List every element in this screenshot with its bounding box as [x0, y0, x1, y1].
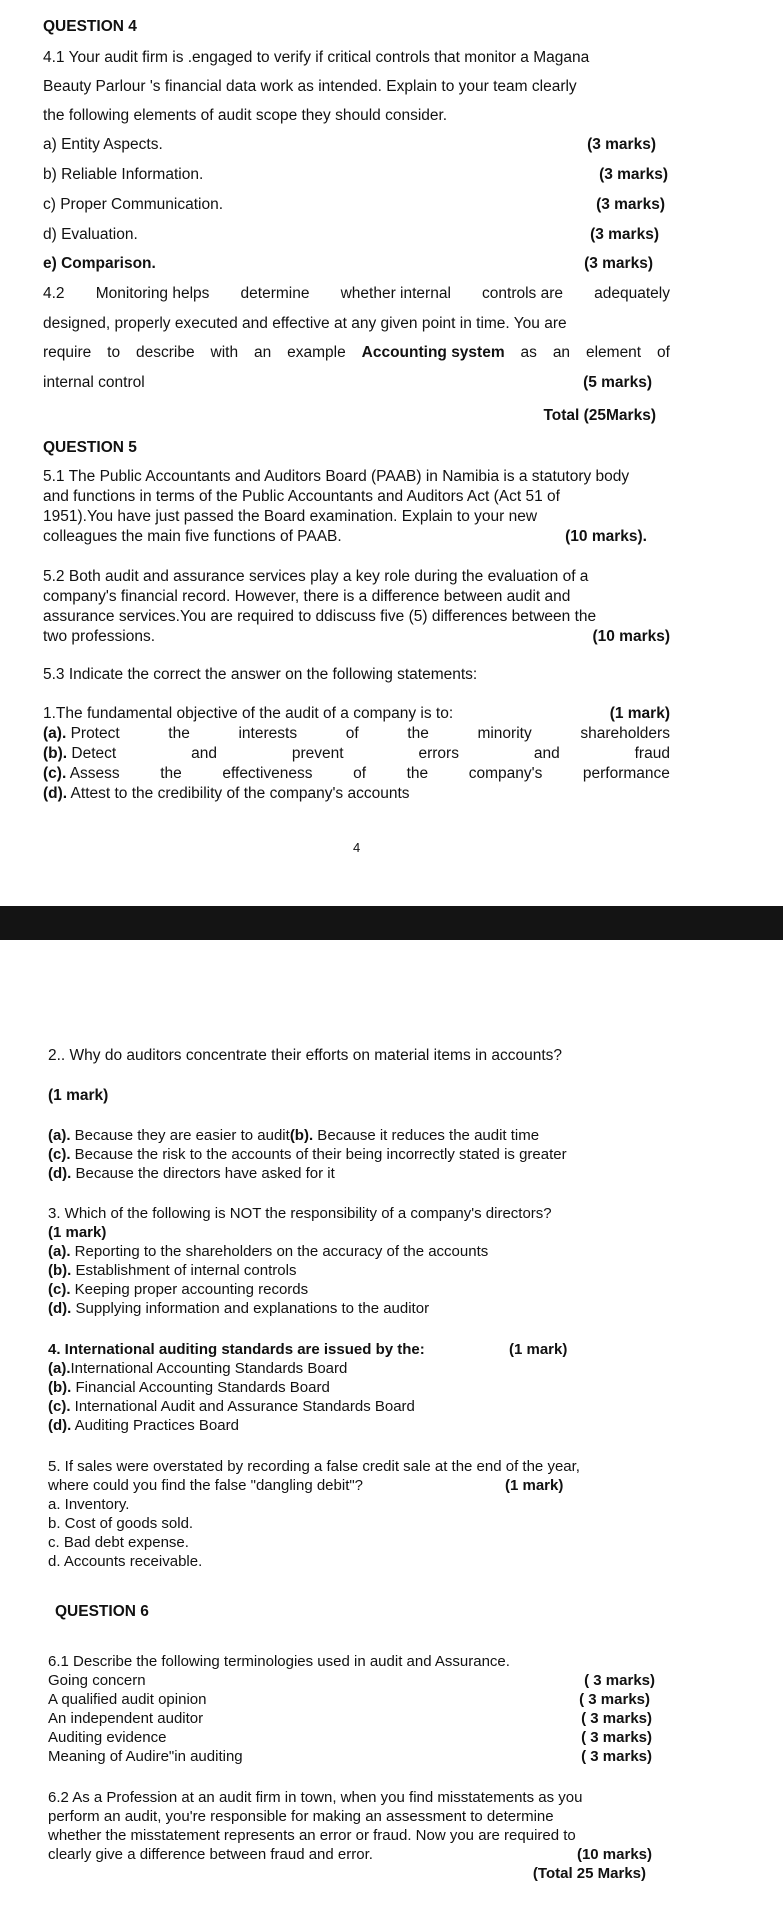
exam-page-2	[0, 940, 783, 1920]
q6-2-line-1: 6.2 As a Profession at an audit firm in town, when you find misstatements as you	[48, 1789, 583, 1806]
mcq1-marks: (1 mark)	[609, 705, 670, 722]
question-5-heading: QUESTION 5	[43, 439, 137, 456]
item-a-marks: (3 marks)	[587, 136, 656, 153]
q5-2-line-4: two professions.	[43, 628, 155, 645]
q6-2-line-3: whether the misstatement represents an error or fraud. Now you are required to	[48, 1827, 576, 1844]
term-going-concern-marks: ( 3 marks)	[584, 1672, 655, 1689]
mcq4-option-b: (b). Financial Accounting Standards Board	[48, 1379, 330, 1396]
mcq4-marks: (1 mark)	[509, 1341, 568, 1358]
page-number: 4	[353, 840, 361, 855]
question-6-heading: QUESTION 6	[55, 1603, 149, 1620]
q4-2-line-3: require to describe with an example Accounting system as an element of	[43, 344, 670, 361]
mcq5-stem-line-2: where could you find the false "dangling debit"?	[48, 1477, 364, 1494]
item-e-label: e) Comparison.	[43, 255, 156, 272]
mcq3-option-d: (d). Supplying information and explanations to the auditor	[48, 1300, 430, 1317]
q5-1-line-3: 1951).You have just passed the Board examination. Explain to your new	[43, 508, 538, 525]
item-c-label: c) Proper Communication.	[43, 196, 224, 213]
q6-2-line-2: perform an audit, you're responsible for making an assessment to determine	[48, 1808, 554, 1825]
q6-total: (Total 25 Marks)	[532, 1865, 646, 1882]
item-d-label: d) Evaluation.	[43, 226, 138, 243]
q5-1-line-4: colleagues the main five functions of PAAB.	[43, 528, 342, 545]
mcq5-stem-line-1: 5. If sales were overstated by recording a false credit sale at the end of the year,	[48, 1458, 580, 1475]
page-divider	[0, 906, 783, 940]
q4-1-line-1: 4.1 Your audit firm is .engaged to verify if critical controls that monitor a Magana	[43, 49, 590, 66]
q6-2-line-4: clearly give a difference between fraud and error.	[48, 1846, 373, 1863]
q4-2-line-2: designed, properly executed and effective at any given point in time. You are	[43, 315, 567, 332]
q5-2-line-3: assurance services.You are required to ddiscuss five (5) differences between the	[43, 608, 597, 625]
mcq3-option-c: (c). Keeping proper accounting records	[48, 1281, 309, 1298]
term-audire-marks: ( 3 marks)	[581, 1748, 652, 1765]
q6-1-intro: 6.1 Describe the following terminologies used in audit and Assurance.	[48, 1653, 510, 1670]
item-b-label: b) Reliable Information.	[43, 166, 204, 183]
mcq3-option-a: (a). Reporting to the shareholders on the accuracy of the accounts	[48, 1243, 489, 1260]
q5-1-marks: (10 marks).	[565, 528, 647, 545]
term-qualified-opinion-marks: ( 3 marks)	[579, 1691, 650, 1708]
mcq2-option-c: (c). Because the risk to the accounts of their being incorrectly stated is greater	[48, 1146, 567, 1163]
q4-total: Total (25Marks)	[543, 407, 656, 424]
mcq2-stem: 2.. Why do auditors concentrate their efforts on material items in accounts?	[48, 1047, 563, 1064]
mcq1-option-b: (b). Detect and prevent errors and fraud	[43, 745, 670, 762]
mcq4-stem: 4. International auditing standards are issued by the:	[48, 1341, 425, 1358]
mcq5-option-a: a. Inventory.	[48, 1496, 130, 1513]
mcq5-option-c: c. Bad debt expense.	[48, 1534, 189, 1551]
mcq5-option-d: d. Accounts receivable.	[48, 1553, 203, 1570]
mcq2-marks: (1 mark)	[48, 1087, 109, 1104]
mcq4-option-a: (a).International Accounting Standards Board	[48, 1360, 348, 1377]
term-auditing-evidence: Auditing evidence	[48, 1729, 167, 1746]
question-4-heading: QUESTION 4	[43, 18, 137, 35]
term-going-concern: Going concern	[48, 1672, 146, 1689]
q5-3-instruction: 5.3 Indicate the correct the answer on the following statements:	[43, 666, 478, 683]
mcq1-option-c: (c). Assess the effectiveness of the company's performance	[43, 765, 670, 782]
mcq4-option-d: (d). Auditing Practices Board	[48, 1417, 239, 1434]
mcq1-option-a: (a). Protect the interests of the minority shareholders	[43, 725, 670, 742]
q4-1-line-2: Beauty Parlour 's financial data work as intended. Explain to your team clearly	[43, 78, 577, 95]
q5-1-line-2: and functions in terms of the Public Accountants and Auditors Act (Act 51 of	[43, 488, 560, 505]
item-d-marks: (3 marks)	[590, 226, 659, 243]
mcq4-option-c: (c). International Audit and Assurance Standards Board	[48, 1398, 415, 1415]
mcq5-marks: (1 mark)	[505, 1477, 564, 1494]
term-audire: Meaning of Audire"in auditing	[48, 1748, 243, 1765]
q5-2-line-2: company's financial record. However, there is a difference between audit and	[43, 588, 571, 605]
item-b-marks: (3 marks)	[599, 166, 668, 183]
q6-2-marks: (10 marks)	[576, 1846, 652, 1863]
q5-1-line-1: 5.1 The Public Accountants and Auditors Board (PAAB) in Namibia is a statutory body	[43, 468, 630, 485]
q4-2-marks: (5 marks)	[583, 374, 652, 391]
mcq3-option-b: (b). Establishment of internal controls	[48, 1262, 297, 1279]
mcq2-options-ab: (a). Because they are easier to audit(b). Because it reduces the audit time	[48, 1127, 540, 1144]
q5-2-marks: (10 marks)	[592, 628, 670, 645]
item-e-marks: (3 marks)	[584, 255, 653, 272]
mcq3-stem: 3. Which of the following is NOT the responsibility of a company's directors?	[48, 1205, 552, 1222]
q5-2-line-1: 5.2 Both audit and assurance services play a key role during the evaluation of a	[43, 568, 589, 585]
mcq2-option-d: (d). Because the directors have asked for it	[48, 1165, 335, 1182]
q4-2-line-1: 4.2 Monitoring helps determine whether internal controls are adequately	[43, 285, 670, 302]
term-auditing-evidence-marks: ( 3 marks)	[581, 1729, 652, 1746]
q4-2-line-4: internal control	[43, 374, 145, 391]
mcq5-option-b: b. Cost of goods sold.	[48, 1515, 194, 1532]
exam-page-1	[0, 0, 783, 906]
term-qualified-opinion: A qualified audit opinion	[48, 1691, 207, 1708]
term-independent-auditor: An independent auditor	[48, 1710, 204, 1727]
mcq1-stem: 1.The fundamental objective of the audit of a company is to:	[43, 705, 454, 722]
item-a-label: a) Entity Aspects.	[43, 136, 163, 153]
term-independent-auditor-marks: ( 3 marks)	[581, 1710, 652, 1727]
mcq1-option-d: (d). Attest to the credibility of the company's accounts	[43, 785, 410, 802]
item-c-marks: (3 marks)	[596, 196, 665, 213]
mcq3-marks: (1 mark)	[48, 1224, 107, 1241]
q4-1-line-3: the following elements of audit scope they should consider.	[43, 107, 448, 124]
